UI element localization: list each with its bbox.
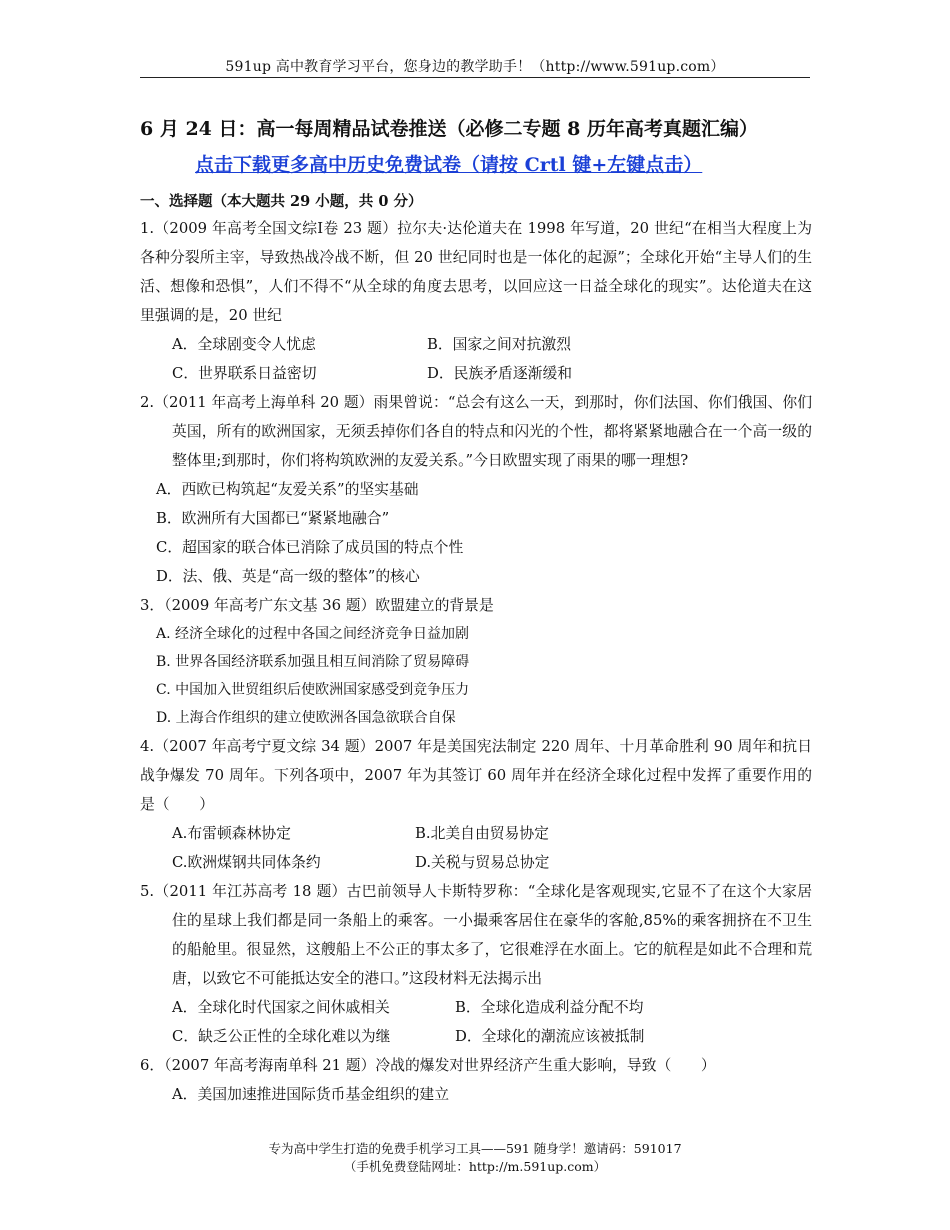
question-2-stem: 2.（2011 年高考上海单科 20 题）雨果曾说：“总会有这么一天，到那时，你们法国、你们俄国、你们英国，所有的欧洲国家，无须丢掉你们各自的特点和闪光的个性，都将紧紧地融合在一个高一级的整体里;到那时，你们将构筑欧洲的友爱关系。”今日欧盟实现了雨果的哪一理想? [140, 394, 812, 469]
footer-line-2: （手机免费登陆网址：http://m.591up.com） [343, 1159, 607, 1174]
question-4-options-row-1 [140, 819, 812, 848]
question-1-options-row-1 [140, 330, 812, 359]
question-5-stem: 5.（2011 年江苏高考 18 题）古巴前领导人卡斯特罗称：“全球化是客观现实,它显不了在这个大家居住的星球上我们都是同一条船上的乘客。一小撮乘客居住在豪华的客舱,85%的乘客拥挤在不卫生的船舱里。很显然，这艘船上不公正的事太多了，它很难浮在水面上。它的航程是如此不合理和荒唐，以致它不可能抵达安全的港口。”这段材料无法揭示出 [140, 883, 812, 987]
question-5-options-row-2 [140, 1022, 812, 1051]
question-2-option-a: A．西欧已构筑起“友爱关系”的坚实基础 [156, 481, 419, 498]
question-3-option-d: D. 上海合作组织的建立使欧洲各国急欲联合自保 [156, 710, 456, 726]
download-more-link[interactable]: 点击下载更多高中历史免费试卷（请按 Crtl 键+左键点击） [195, 154, 703, 176]
footer-line-1: 专为高中学生打造的免费手机学习工具——591 随身学！邀请码：591017 [268, 1141, 682, 1156]
page-header: 591up 高中教育学习平台，您身边的教学助手！（http://www.591up.com） [225, 59, 725, 75]
question-6-stem: 6．（2007 年高考海南单科 21 题）冷战的爆发对世界经济产生重大影响，导致（ ） [140, 1057, 716, 1074]
question-1-option-c: C．世界联系日益密切 [172, 365, 317, 382]
question-1-option-b: B．国家之间对抗激烈 [427, 336, 572, 353]
section-heading: 一、选择题（本大题共 29 小题，共 0 分） [140, 193, 423, 210]
question-1-option-a: A．全球剧变令人忧虑 [172, 336, 316, 353]
question-4-option-b: B.北美自由贸易协定 [415, 825, 549, 842]
question-3-option-c: C. 中国加入世贸组织后使欧洲国家感受到竞争压力 [156, 682, 470, 698]
question-5-options-row-1 [140, 993, 812, 1022]
question-6-option-a: A．美国加速推进国际货币基金组织的建立 [172, 1086, 450, 1103]
question-4-stem: 4.（2007 年高考宁夏文综 34 题）2007 年是美国宪法制定 220 周年、十月革命胜利 90 周年和抗日战争爆发 70 周年。下列各项中，2007 年为其签订 60 周年并在经济全球化过程中发挥了重要作用的是（ ） [140, 738, 812, 813]
question-3-stem: 3．（2009 年高考广东文基 36 题）欧盟建立的背景是 [140, 597, 494, 614]
question-4-option-a: A.布雷顿森林协定 [172, 825, 291, 842]
question-list [140, 214, 812, 1109]
question-5-option-b: B．全球化造成利益分配不均 [455, 999, 644, 1016]
question-2-option-b: B．欧洲所有大国都已“紧紧地融合” [156, 510, 390, 527]
question-3-option-a: A. 经济全球化的过程中各国之间经济竞争日益加剧 [156, 626, 470, 642]
question-1-options-row-2 [140, 359, 812, 388]
question-2-option-d: D．法、俄、英是“高一级的整体”的核心 [156, 568, 420, 585]
question-3-option-b: B. 世界各国经济联系加强且相互间消除了贸易障碍 [156, 654, 470, 670]
question-4-options-row-2 [140, 848, 812, 877]
question-2-option-c: C．超国家的联合体已消除了成员国的特点个性 [156, 539, 464, 556]
question-5-option-c: C．缺乏公正性的全球化难以为继 [172, 1028, 391, 1045]
document-title: 6 月 24 日：高一每周精品试卷推送（必修二专题 8 历年高考真题汇编） [140, 118, 758, 140]
question-5-option-d: D．全球化的潮流应该被抵制 [455, 1028, 645, 1045]
header-divider [140, 77, 810, 78]
question-4-option-d: D.关税与贸易总协定 [415, 854, 550, 871]
question-1-option-d: D．民族矛盾逐渐缓和 [427, 365, 573, 382]
page-footer [140, 1140, 810, 1176]
question-1-stem: 1.（2009 年高考全国文综Ⅰ卷 23 题）拉尔夫·达伦道夫在 1998 年写道，20 世纪“在相当大程度上为各种分裂所主宰，导致热战冷战不断，但 20 世纪同时也是一体化的起源”；全球化开始“主导人们的生活、想像和恐惧”，人们不得不“从全球的角度去思考，以回应这一日益全球化的现实”。达伦道夫在这里强调的是，20 世纪 [140, 220, 812, 324]
question-5-option-a: A．全球化时代国家之间休戚相关 [172, 999, 390, 1016]
question-4-option-c: C.欧洲煤钢共同体条约 [172, 854, 321, 871]
